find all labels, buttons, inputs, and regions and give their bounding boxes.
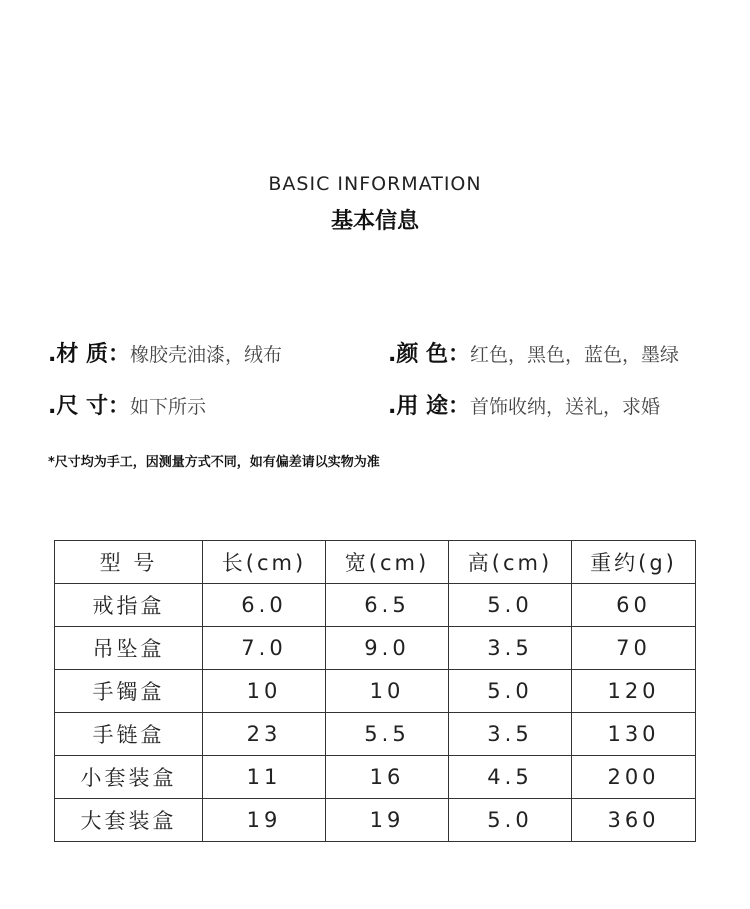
table-row — [55, 670, 696, 713]
info-size-label: .尺 寸： — [48, 394, 131, 419]
cell-width: 6.5 — [326, 584, 449, 627]
table-row — [55, 756, 696, 799]
title-english: BASIC INFORMATION — [268, 173, 482, 195]
cell-length: 6.0 — [203, 584, 326, 627]
cell-width: 9.0 — [326, 627, 449, 670]
cell-weight: 120 — [572, 670, 696, 713]
cell-width: 10 — [326, 670, 449, 713]
table-header-row — [55, 541, 696, 584]
cell-model: 手镯盒 — [55, 670, 203, 713]
title-chinese: 基本信息 — [330, 209, 419, 234]
header-length: 长(cm) — [203, 541, 326, 584]
header-weight: 重约(g) — [572, 541, 696, 584]
cell-height: 3.5 — [449, 627, 572, 670]
cell-height: 5.0 — [449, 799, 572, 842]
cell-length: 23 — [203, 713, 326, 756]
table-row — [55, 627, 696, 670]
cell-height: 4.5 — [449, 756, 572, 799]
info-usage — [388, 389, 660, 420]
table-row — [55, 584, 696, 627]
cell-model: 戒指盒 — [55, 584, 203, 627]
cell-width: 19 — [326, 799, 449, 842]
cell-length: 7.0 — [203, 627, 326, 670]
info-material-label: .材 质： — [48, 342, 131, 367]
header-width: 宽(cm) — [326, 541, 449, 584]
cell-height: 5.0 — [449, 670, 572, 713]
cell-width: 5.5 — [326, 713, 449, 756]
cell-weight: 200 — [572, 756, 696, 799]
cell-height: 5.0 — [449, 584, 572, 627]
measurement-note: *尺寸均为手工，因测量方式不同，如有偏差请以实物为准 — [48, 455, 380, 470]
cell-model: 大套装盒 — [55, 799, 203, 842]
info-material — [48, 337, 282, 368]
cell-length: 10 — [203, 670, 326, 713]
info-usage-label: .用 途： — [388, 394, 471, 419]
table-row — [55, 799, 696, 842]
cell-model: 手链盒 — [55, 713, 203, 756]
header-height: 高(cm) — [449, 541, 572, 584]
info-material-value: 橡胶壳油漆，绒布 — [130, 344, 283, 366]
cell-length: 11 — [203, 756, 326, 799]
info-size — [48, 389, 206, 420]
cell-width: 16 — [326, 756, 449, 799]
table-row — [55, 713, 696, 756]
info-size-value: 如下所示 — [130, 396, 207, 418]
header-model: 型 号 — [55, 541, 203, 584]
cell-height: 3.5 — [449, 713, 572, 756]
cell-model: 吊坠盒 — [55, 627, 203, 670]
cell-weight: 60 — [572, 584, 696, 627]
cell-length: 19 — [203, 799, 326, 842]
info-usage-value: 首饰收纳，送礼，求婚 — [470, 396, 661, 418]
cell-weight: 130 — [572, 713, 696, 756]
spec-table — [54, 540, 696, 842]
cell-weight: 360 — [572, 799, 696, 842]
cell-weight: 70 — [572, 627, 696, 670]
info-color — [388, 337, 679, 368]
info-color-label: .颜 色： — [388, 342, 471, 367]
info-color-value: 红色，黑色，蓝色，墨绿 — [470, 344, 680, 366]
cell-model: 小套装盒 — [55, 756, 203, 799]
